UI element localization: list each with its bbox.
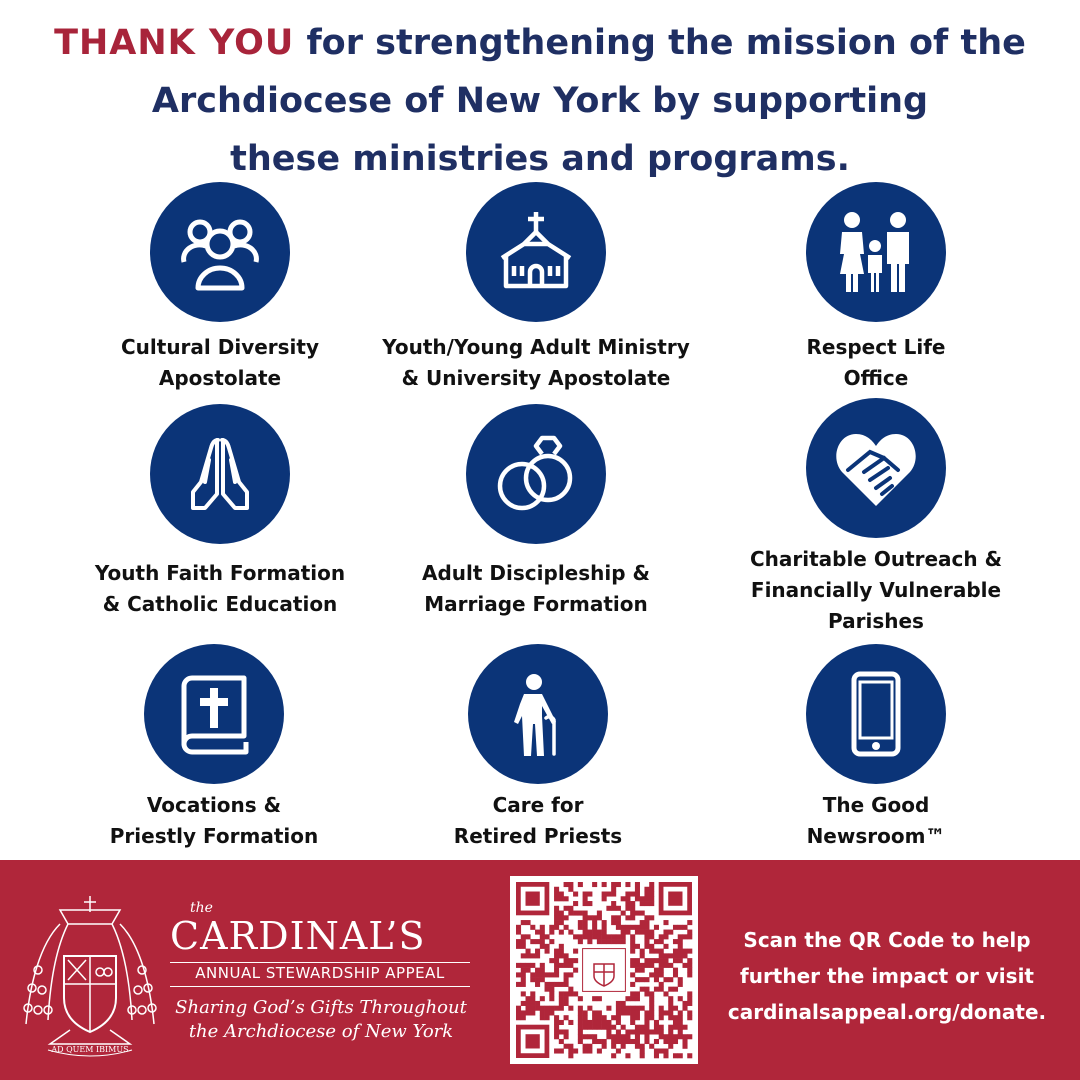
ministry-label xyxy=(366,558,706,620)
ministry-icon-circle xyxy=(466,404,606,544)
label-line: Apostolate xyxy=(158,366,282,390)
label-line: Parishes xyxy=(828,609,924,633)
heart-hands-icon xyxy=(834,426,918,510)
ministry-label xyxy=(44,790,384,852)
donate-call-to-action xyxy=(712,922,1062,1030)
label-line: Financially Vulnerable xyxy=(750,578,1002,602)
ministry-label xyxy=(368,790,708,852)
headline-line-3: these ministries and programs. xyxy=(230,139,850,179)
ministry-respect-life xyxy=(706,182,1046,394)
cta-line: further the impact or visit xyxy=(740,964,1034,988)
headline-line-1 xyxy=(0,14,1080,72)
label-line: Marriage Formation xyxy=(424,592,648,616)
ministry-icon-circle xyxy=(150,404,290,544)
ministry-youth-young-adult xyxy=(366,182,706,394)
ministry-icon-circle xyxy=(466,182,606,322)
label-line: Office xyxy=(843,366,909,390)
cta-line[interactable]: cardinalsappeal.org/donate. xyxy=(727,1000,1047,1024)
praying-hands-icon xyxy=(178,432,262,516)
ministry-label xyxy=(50,558,390,620)
ministry-label xyxy=(50,332,390,394)
label-line: Respect Life xyxy=(806,335,946,359)
family-icon xyxy=(834,210,918,294)
tagline-line: the Archdiocese of New York xyxy=(188,1021,454,1042)
seal-motto: AD QUEM IBIMUS xyxy=(51,1045,129,1054)
wedding-rings-icon xyxy=(494,432,578,516)
label-line: & Catholic Education xyxy=(102,592,338,616)
headline xyxy=(0,14,1080,188)
ministry-icon-circle xyxy=(806,182,946,322)
elderly-person-icon xyxy=(496,672,580,756)
logo-tagline xyxy=(166,996,476,1044)
ministry-icon-circle xyxy=(806,398,946,538)
qr-code-icon[interactable] xyxy=(510,876,698,1064)
logo-subtitle: ANNUAL STEWARDSHIP APPEAL xyxy=(195,964,445,982)
ministry-label xyxy=(706,790,1046,852)
group-people-icon xyxy=(178,210,262,294)
ministry-vocations xyxy=(44,644,384,852)
cta-line: Scan the QR Code to help xyxy=(743,928,1031,952)
label-line: The Good xyxy=(822,793,930,817)
label-line: Cultural Diversity xyxy=(120,335,320,359)
label-line: Charitable Outreach & xyxy=(749,547,1003,571)
ministry-adult-discipleship xyxy=(366,404,706,620)
label-line: Priestly Formation xyxy=(109,824,319,848)
label-line: Retired Priests xyxy=(453,824,623,848)
logo-divider xyxy=(170,986,470,987)
ministry-retired-priests xyxy=(368,644,708,852)
qr-code[interactable] xyxy=(510,876,698,1064)
label-line: & University Apostolate xyxy=(401,366,671,390)
label-line: Youth Faith Formation xyxy=(94,561,346,585)
tagline-line: Sharing God’s Gifts Throughout xyxy=(175,997,467,1018)
logo-divider xyxy=(170,962,470,963)
label-line: Vocations & xyxy=(146,793,282,817)
ministry-label xyxy=(366,332,706,394)
coat-of-arms-icon xyxy=(20,890,160,1060)
ministry-icon-circle xyxy=(468,644,608,784)
footer-banner xyxy=(0,860,1080,1080)
ministry-good-newsroom xyxy=(706,644,1046,852)
ministry-youth-faith-formation xyxy=(50,404,390,620)
ministry-label xyxy=(706,544,1046,637)
smartphone-icon xyxy=(834,672,918,756)
thank-you-text: THANK YOU xyxy=(54,23,295,63)
bible-icon xyxy=(172,672,256,756)
church-icon xyxy=(494,210,578,294)
label-line: Youth/Young Adult Ministry xyxy=(382,335,690,359)
label-line: Adult Discipleship & xyxy=(422,561,650,585)
headline-line-2: Archdiocese of New York by supporting xyxy=(151,81,929,121)
ministry-icon-circle xyxy=(150,182,290,322)
headline-line-1-rest: for strengthening the mission of the xyxy=(306,23,1026,63)
ministry-icon-circle xyxy=(806,644,946,784)
ministry-icon-circle xyxy=(144,644,284,784)
ministry-charitable-outreach xyxy=(706,398,1046,637)
ministry-cultural-diversity xyxy=(50,182,390,394)
logo-the: the xyxy=(190,900,213,916)
logo-name: CARDINAL’S xyxy=(170,914,426,958)
label-line: Newsroom™ xyxy=(806,824,946,848)
ministry-label xyxy=(706,332,1046,394)
label-line: Care for xyxy=(492,793,584,817)
